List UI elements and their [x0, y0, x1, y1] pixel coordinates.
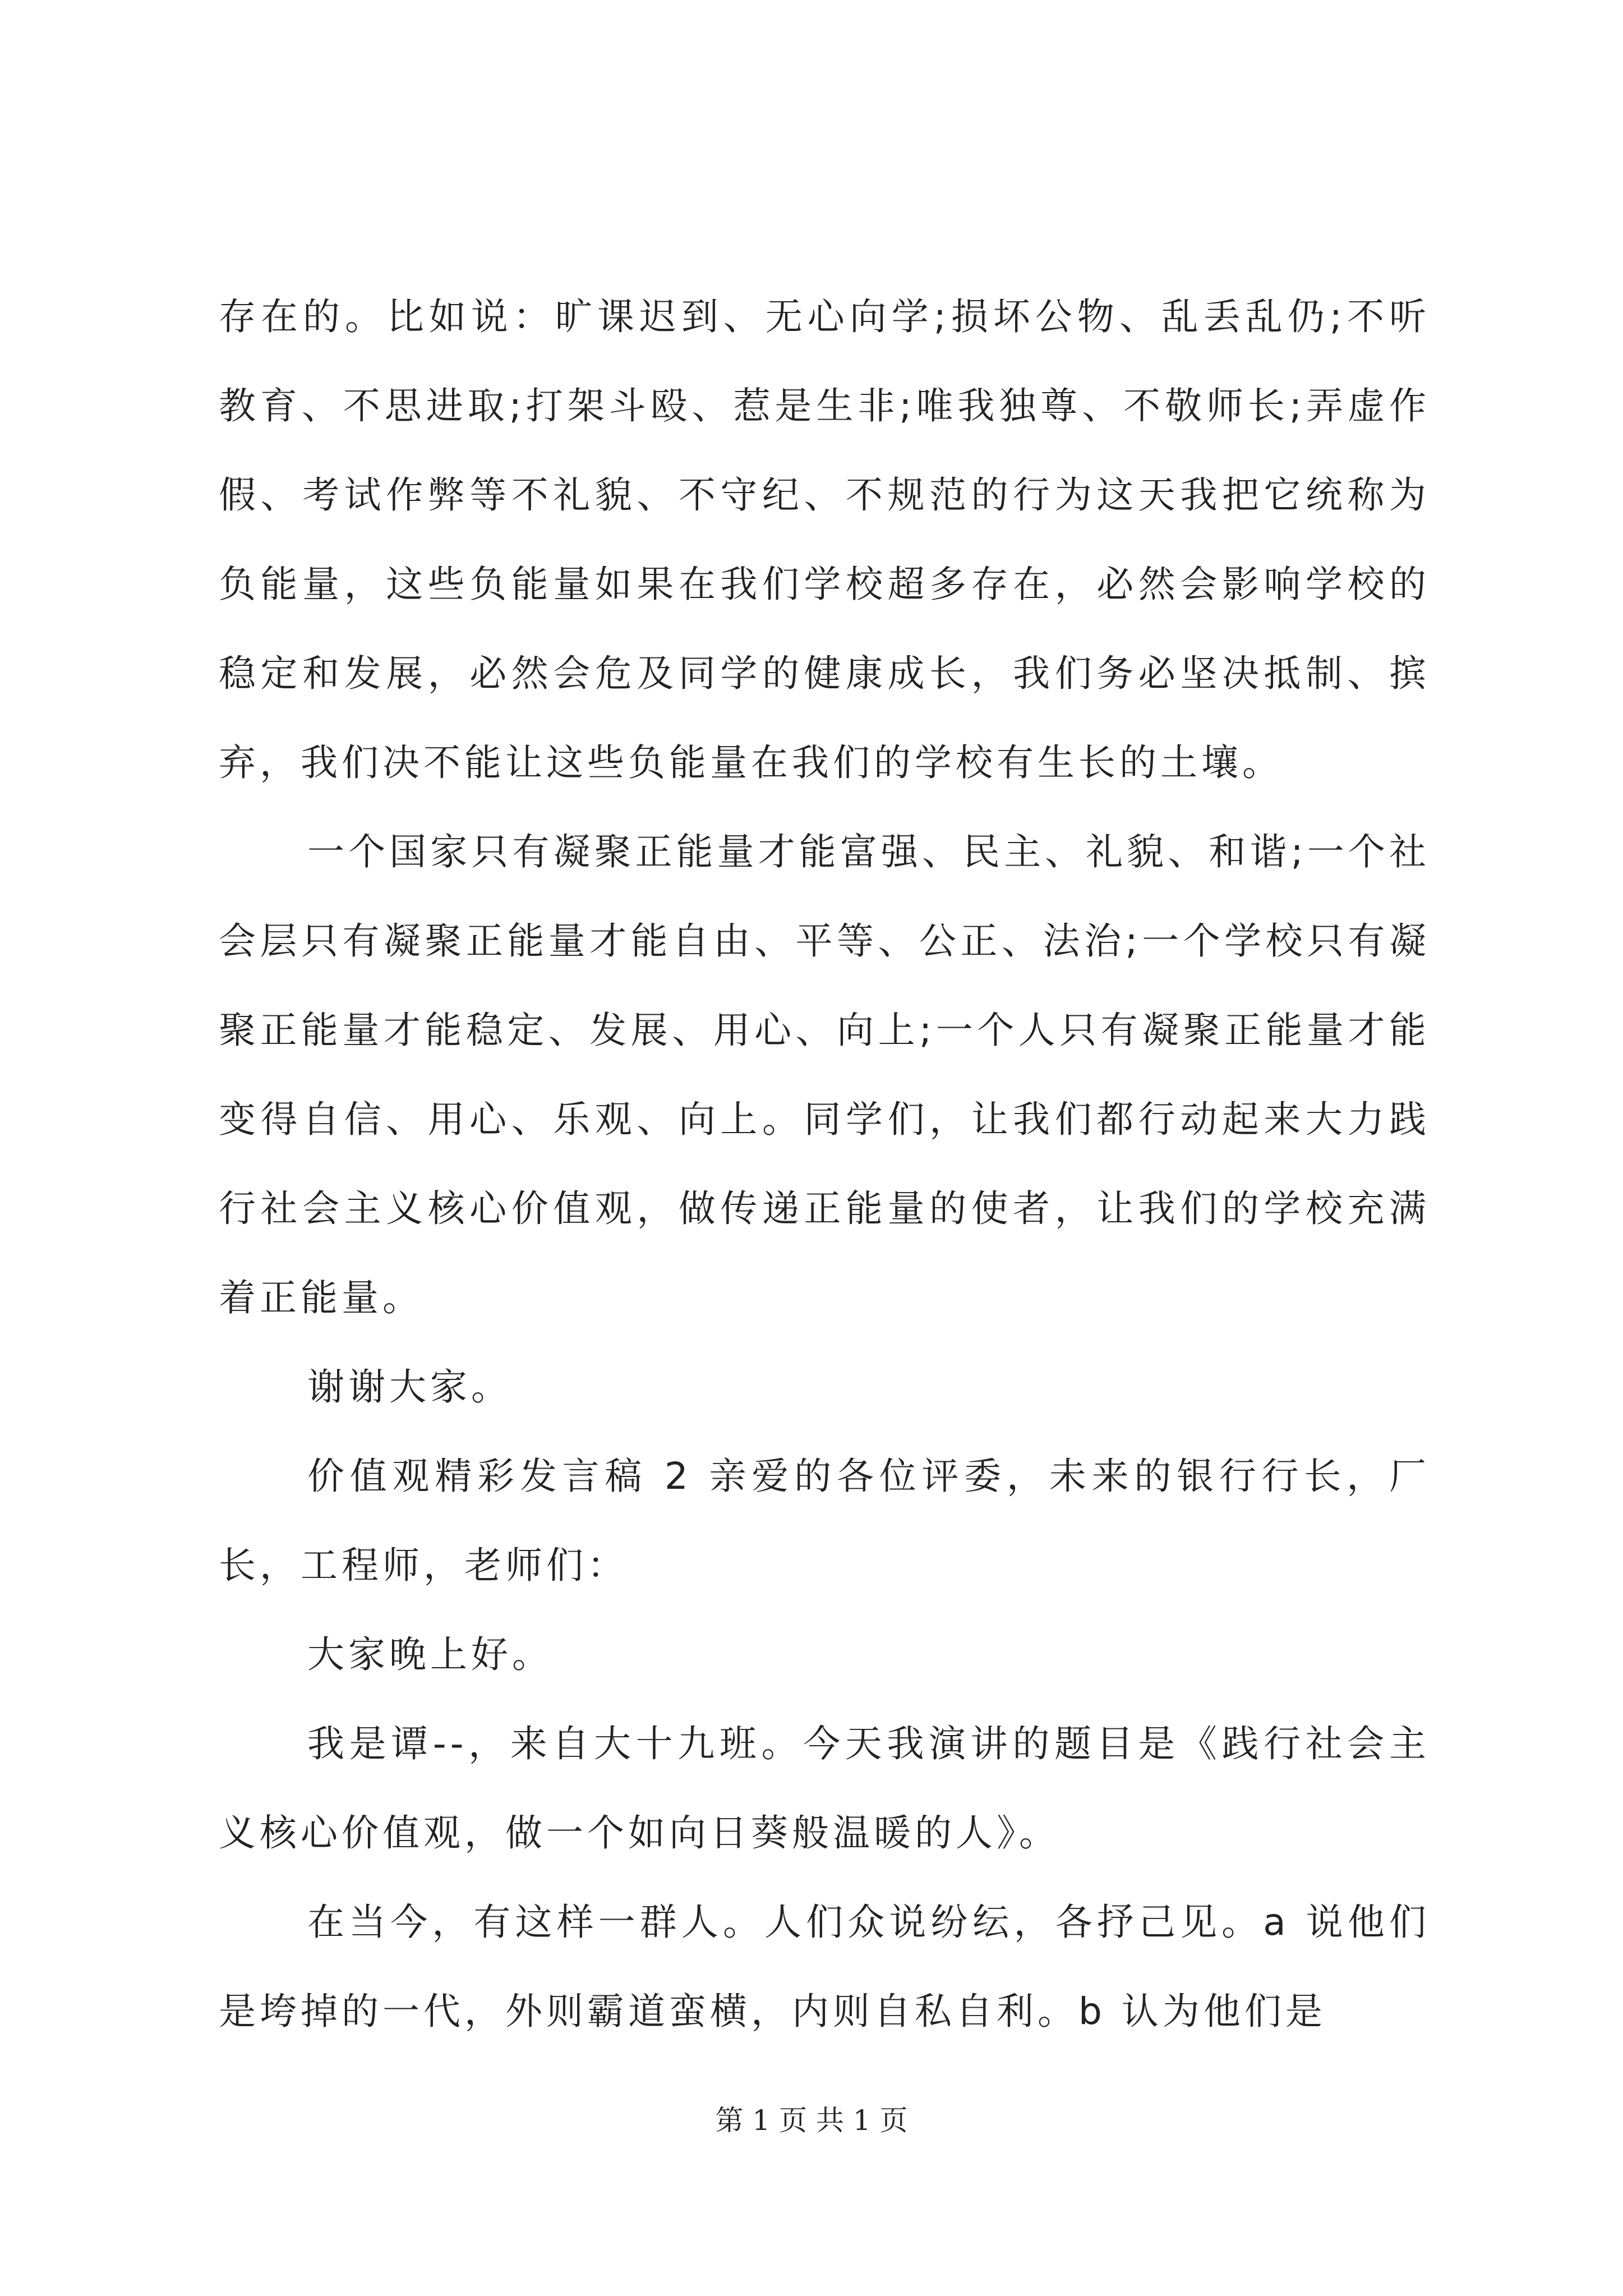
paragraph: 大家晚上好。 [307, 1633, 553, 1676]
paragraph: 谢谢大家。 [307, 1365, 512, 1409]
document-body [219, 272, 1430, 2056]
page-number-footer: 第 1 页 共 1 页 [715, 2104, 908, 2137]
paragraph: 我是谭--，来自大十九班。今天我演讲的题目是《践行社会主义核心价值观，做一个如向日葵般温暖的人》。 [219, 1722, 1430, 1855]
paragraph: 一个国家只有凝聚正能量才能富强、民主、礼貌、和谐;一个社会层只有凝聚正能量才能自由、平等、公正、法治;一个学校只有凝聚正能量才能稳定、发展、用心、向上;一个人只有凝聚正能量才能变得自信、用心、乐观、向上。同学们，让我们都行动起来大力践行社会主义核心价值观，做传递正能量的使者，让我们的学校充满着正能量。 [219, 830, 1430, 1319]
paragraph: 价值观精彩发言稿 2 亲爱的各位评委，未来的银行行长，厂长，工程师，老师们： [219, 1455, 1430, 1587]
paragraph: 在当今，有这样一群人。人们众说纷纭，各抒己见。a 说他们是垮掉的一代，外则霸道蛮横，内则自私自利。b 认为他们是 [219, 1901, 1430, 2033]
paragraph: 存在的。比如说：旷课迟到、无心向学;损坏公物、乱丢乱仍;不听教育、不思进取;打架斗殴、惹是生非;唯我独尊、不敬师长;弄虚作假、考试作弊等不礼貌、不守纪、不规范的行为这天我把它统称为负能量，这些负能量如果在我们学校超多存在，必然会影响学校的稳定和发展，必然会危及同学的健康成长，我们务必坚决抵制、摈弃，我们决不能让这些负能量在我们的学校有生长的土壤。 [219, 295, 1430, 784]
